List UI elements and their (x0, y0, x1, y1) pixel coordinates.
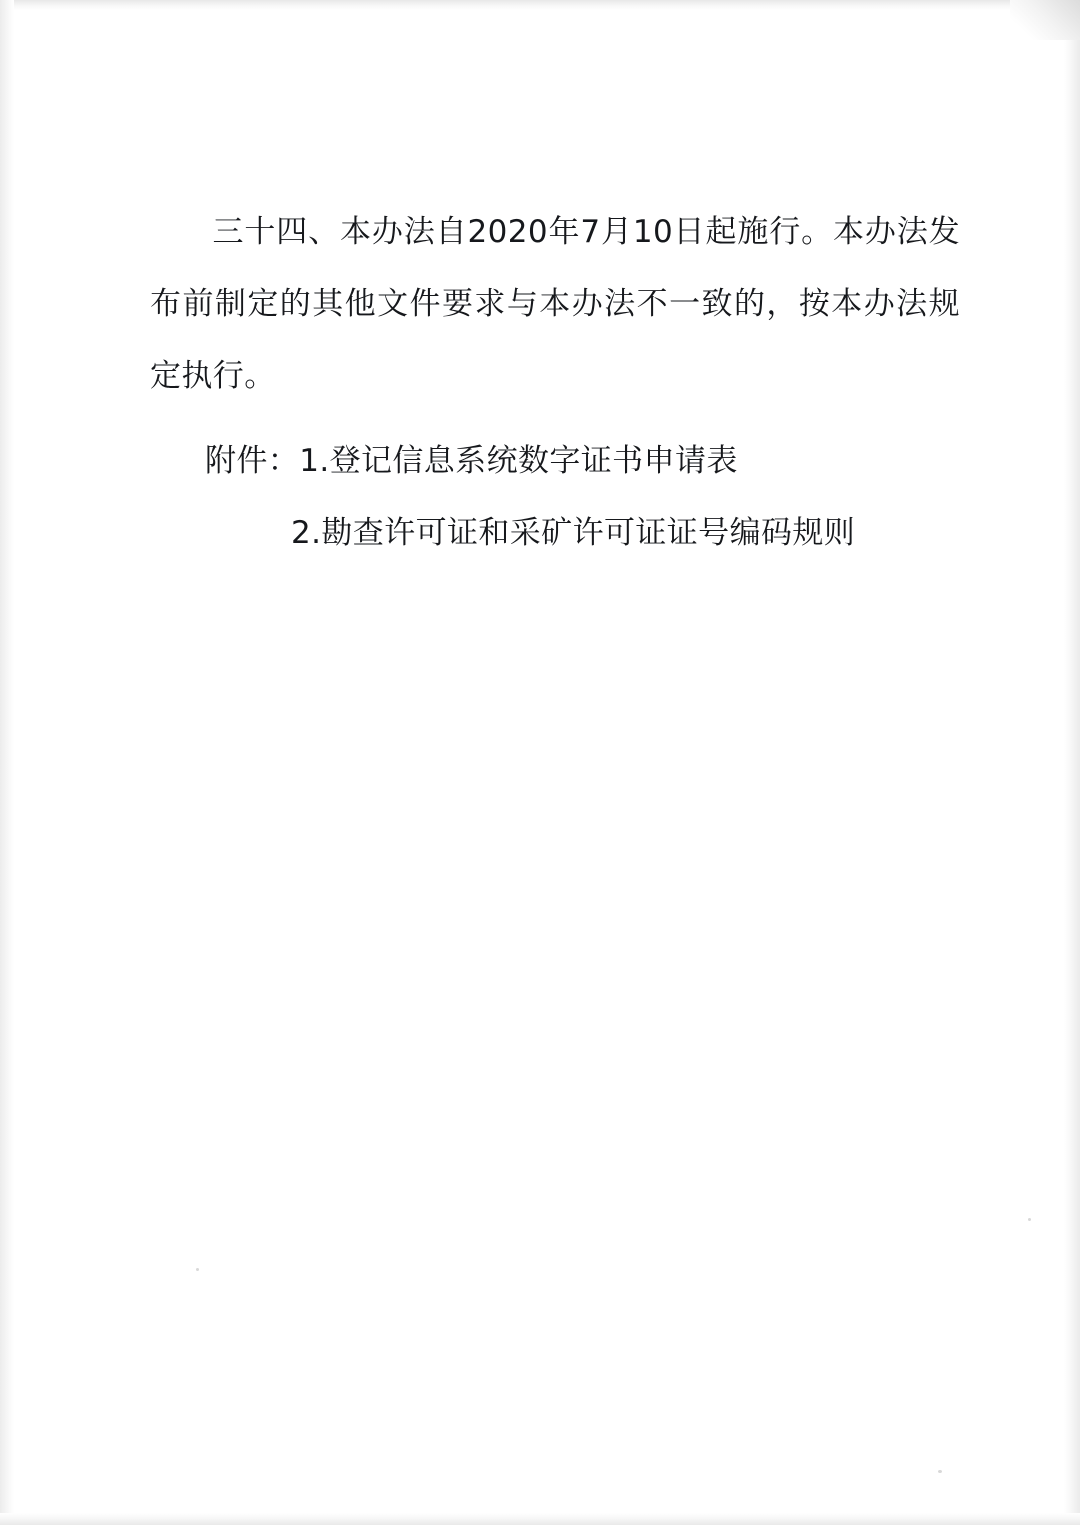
paragraph-article-34 (150, 196, 960, 412)
page-corner-top-right (1010, 0, 1080, 40)
paragraph-text: 三十四、本办法自2020年7月10日起施行。本办法发布前制定的其他文件要求与本办法不一致的，按本办法规定执行。 (150, 214, 960, 394)
scan-speck (196, 1268, 199, 1271)
attachment-list (205, 425, 965, 569)
page-edge-right (1064, 0, 1080, 1525)
attachment-item-1: 附件：1.登记信息系统数字证书申请表 (205, 443, 738, 479)
attachment-item-2: 2.勘查许可证和采矿许可证证号编码规则 (291, 515, 856, 551)
page-edge-left (0, 0, 14, 1525)
scan-speck (1028, 1218, 1031, 1221)
document-body (150, 196, 960, 412)
page-edge-bottom (0, 1513, 1080, 1525)
page-edge-top (0, 0, 1080, 10)
scan-speck (938, 1470, 942, 1473)
